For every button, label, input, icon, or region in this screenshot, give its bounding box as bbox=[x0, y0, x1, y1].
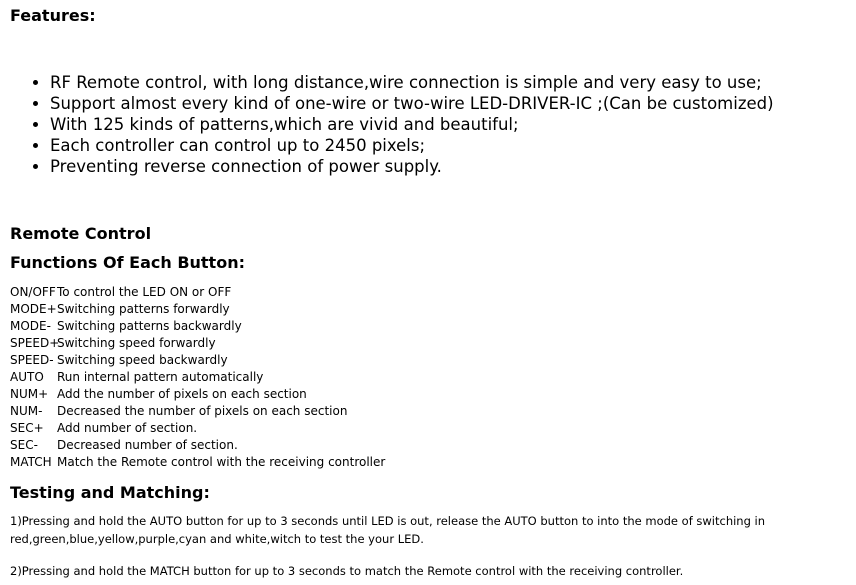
button-description: Switching patterns backwardly bbox=[57, 319, 242, 333]
button-key: NUM- bbox=[10, 404, 43, 418]
button-key: MATCH bbox=[10, 455, 52, 469]
button-description: Add the number of pixels on each section bbox=[57, 387, 307, 401]
button-key: MODE+ bbox=[10, 302, 57, 316]
button-key: ON/OFF bbox=[10, 285, 56, 299]
functions-heading: Functions Of Each Button: bbox=[10, 253, 245, 272]
features-list bbox=[0, 72, 774, 177]
feature-item: • Each controller can control up to 2450 pixels; bbox=[50, 135, 774, 156]
button-description: Switching speed backwardly bbox=[57, 353, 228, 367]
button-row-num-plus bbox=[10, 386, 385, 403]
button-key: SEC+ bbox=[10, 421, 44, 435]
features-heading: Features: bbox=[10, 6, 96, 25]
feature-item: • RF Remote control, with long distance,wire connection is simple and very easy to use; bbox=[50, 72, 774, 93]
button-description: Run internal pattern automatically bbox=[57, 370, 264, 384]
button-row-mode-minus bbox=[10, 318, 385, 335]
button-description: Match the Remote control with the receiving controller bbox=[57, 455, 386, 469]
testing-paragraph-1: 1)Pressing and hold the AUTO button for up to 3 seconds until LED is out, release the AUTO button to into the mode of switching in red,green,blue,yellow,purple,cyan and white,witch to test the your LED. bbox=[10, 514, 766, 546]
button-row-sec-plus bbox=[10, 420, 385, 437]
button-description: Switching speed forwardly bbox=[57, 336, 216, 350]
button-row-auto bbox=[10, 369, 385, 386]
button-description: Decreased number of section. bbox=[57, 438, 238, 452]
button-description: Add number of section. bbox=[57, 421, 198, 435]
feature-item: • With 125 kinds of patterns,which are vivid and beautiful; bbox=[50, 114, 774, 135]
button-row-match bbox=[10, 454, 385, 471]
testing-heading: Testing and Matching: bbox=[10, 483, 210, 502]
feature-item: • Support almost every kind of one-wire or two-wire LED-DRIVER-IC ;(Can be customized) bbox=[50, 93, 774, 114]
remote-control-heading: Remote Control bbox=[10, 224, 152, 243]
button-key: SEC- bbox=[10, 438, 38, 452]
button-row-speed-minus bbox=[10, 352, 385, 369]
button-row-speed-plus bbox=[10, 335, 385, 352]
button-row-num-minus bbox=[10, 403, 385, 420]
button-key: SPEED+ bbox=[10, 336, 60, 350]
button-key: MODE- bbox=[10, 319, 51, 333]
button-row-sec-minus bbox=[10, 437, 385, 454]
button-function-list bbox=[10, 284, 385, 471]
button-key: NUM+ bbox=[10, 387, 49, 401]
button-description: Decreased the number of pixels on each section bbox=[57, 404, 348, 418]
button-key: AUTO bbox=[10, 370, 44, 384]
button-row-mode-plus bbox=[10, 301, 385, 318]
testing-paragraph-2: 2)Pressing and hold the MATCH button for up to 3 seconds to match the Remote control with the receiving controller. bbox=[10, 564, 684, 578]
button-key: SPEED- bbox=[10, 353, 54, 367]
button-description: To control the LED ON or OFF bbox=[57, 285, 232, 299]
button-description: Switching patterns forwardly bbox=[57, 302, 230, 316]
button-row-onoff bbox=[10, 284, 385, 301]
feature-item: • Preventing reverse connection of power supply. bbox=[50, 156, 774, 177]
